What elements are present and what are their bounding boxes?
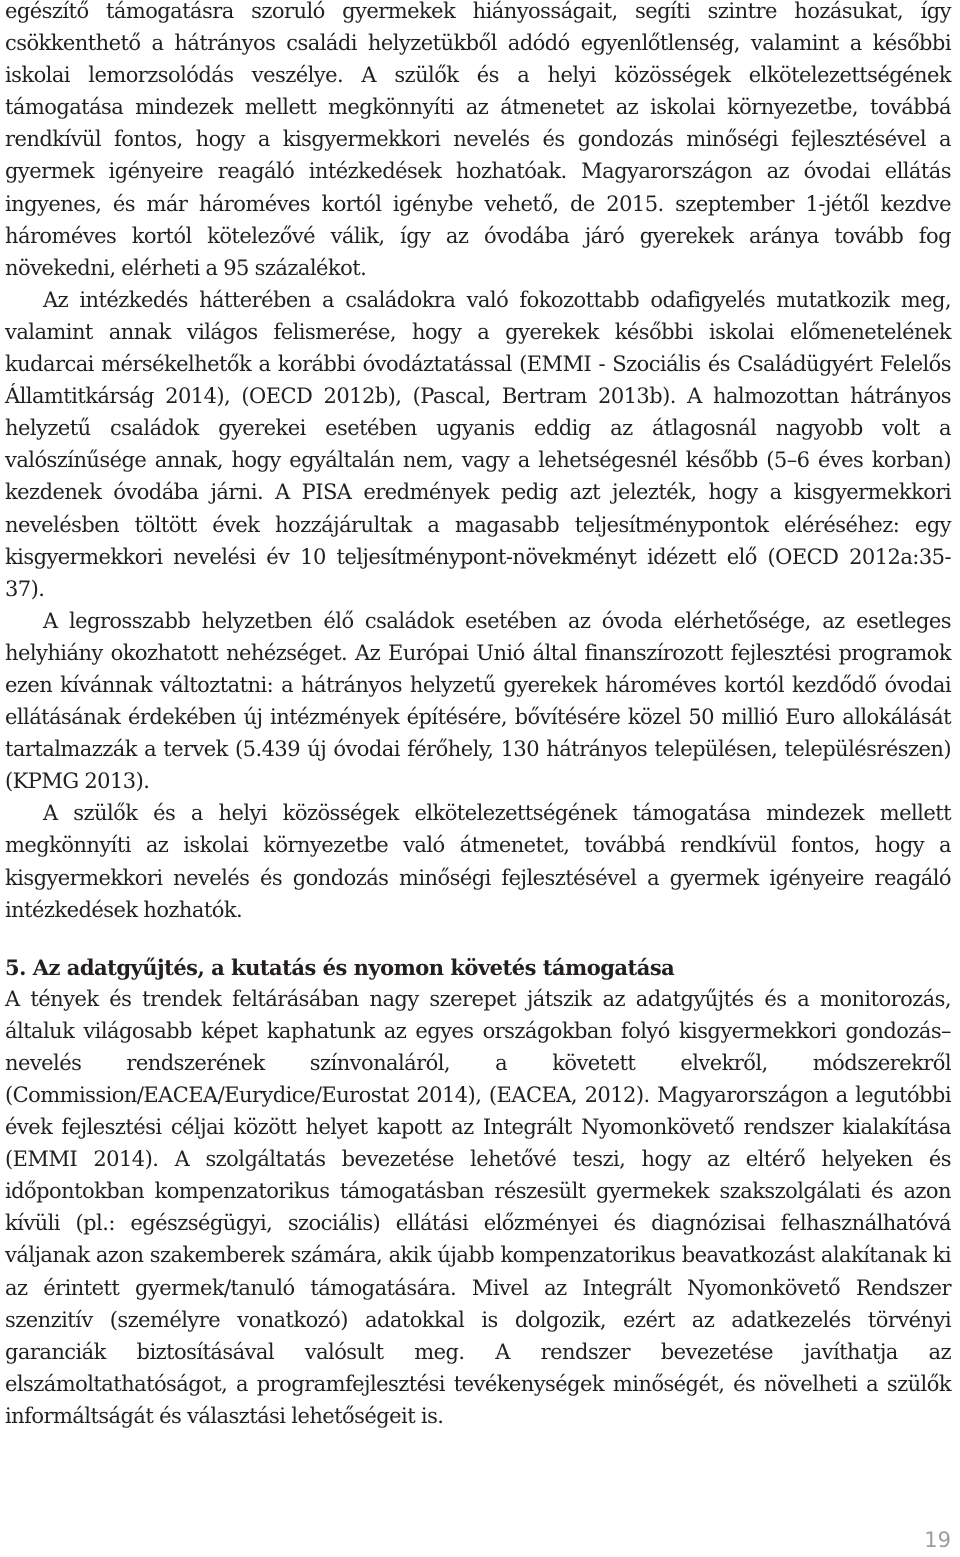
section-heading: 5. Az adatgyűjtés, a kutatás és nyomon követés támogatása bbox=[5, 954, 675, 980]
paragraph-parents-communities: A szülők és a helyi közösségek elkötelezettségének támogatása mindezek mellett megkönnyíti az iskolai környezetbe való átmenetet, továbbá rendkívül fontos, hogy a kisgyermekkori nevelés és gondozás minőségi fejlesztésével a gyermek igényeire reagáló intézkedések hozhatók. bbox=[5, 801, 951, 922]
paragraph-continuation: egészítő támogatásra szoruló gyermekek hiányosságait, segíti szintre hozásukat, így csökkenthető a hátrányos családi helyzetükből adódó egyenlőtlenség, valamint a későbbi iskolai lemorzsolódás veszélye. A szülők és a helyi közösségek elkötelezettségének támogatása mindezek mellett megkönnyíti az átmenetet az iskolai környezetbe, továbbá rendkívül fontos, hogy a kisgyermekkori nevelés és gondozás minőségi fejlesztésével a gyermek igényeire reagáló intézkedések hozhatóak. Magyarországon az óvodai ellátás ingyenes, és már hároméves kortól igénybe vehető, de 2015. szeptember 1-jétől kezdve hároméves kortól kötelezővé válik, így az óvodába járó gyerekek aránya tovább fog növekedni, elérheti a 95 százalékot. bbox=[5, 0, 951, 280]
page-number: 19 bbox=[924, 1528, 951, 1552]
paragraph-intervention-background: Az intézkedés hátterében a családokra való fokozottabb odafigyelés mutatkozik meg, valamint annak világos felismerése, hogy a gyerekek későbbi iskolai előmenetelének kudarcai mérsékelhetők a korábbi óvodáztatással (EMMI - Szociális és Családügyért Felelős Államtitkárság 2014), (OECD 2012b), (Pascal, Bertram 2013b). A halmozottan hátrányos helyzetű családok gyerekei esetében ugyanis eddig az átlagosnál nagyobb volt a valószínűsége annak, hogy egyáltalán nem, vagy a lehetségesnél később (5–6 éves korban) kezdenek óvodába járni. A PISA eredmények pedig azt jelezték, hogy a kisgyermekkori nevelésben töltött évek hozzájárultak a magasabb teljesítménypontok eléréséhez: egy kisgyermekkori nevelési év 10 teljesítménypont-növekményt idézett elő (OECD 2012a:35-37). bbox=[5, 287, 951, 601]
paragraph-data-collection: A tények és trendek feltárásában nagy szerepet játszik az adatgyűjtés és a monitorozás, általuk világosabb képet kaphatunk az egyes országokban folyó kisgyermekkori gondozás–nevelés rendszerének színvonaláról, a követett elvekről, módszerekről (Commission/EACEA/Eurydice/Eurostat 2014), (EACEA, 2012). Magyarországon a legutóbbi évek fejlesztési céljai között helyet kapott az Integrált Nyomonkövető rendszer kialakítása (EMMI 2014). A szolgáltatás bevezetése lehetővé teszi, hogy az eltérő helyeken és időpontokban kompenzatorikus támogatásban részesült gyermekek szakszolgálati és azon kívüli (pl.: egészségügyi, szociális) ellátási előzményei és diagnózisai felhasználhatóvá váljanak azon szakemberek számára, akik újabb kompenzatorikus beavatkozást alakítanak ki az érintett gyermek/tanuló támogatására. Mivel az Integrált Nyomonkövető Rendszer szenzitív (személyre vonatkozó) adatokkal is dolgozik, ezért az adatkezelés törvényi garanciák biztosításával valósult meg. A rendszer bevezetése javíthatja az elszámoltathatóságot, a programfejlesztési tevékenységek minőségét, és növelheti a szülők informáltságát és választási lehetőségeit is. bbox=[5, 986, 951, 1428]
paragraph-worst-situation-families: A legrosszabb helyzetben élő családok esetében az óvoda elérhetősége, az esetleges helyhiány okozhatott nehézséget. Az Európai Unió által finanszírozott fejlesztési programok ezen kívánnak változtatni: a hátrányos helyzetű gyerekek hároméves kortól kezdődő óvodai ellátásának érdekében új intézmények építésére, bővítésére közel 50 millió Euro allokálását tartalmazzák a tervek (5.439 új óvodai férőhely, 130 hátrányos településen, településrészen) (KPMG 2013). bbox=[5, 608, 951, 794]
document-page bbox=[5, 0, 951, 1432]
